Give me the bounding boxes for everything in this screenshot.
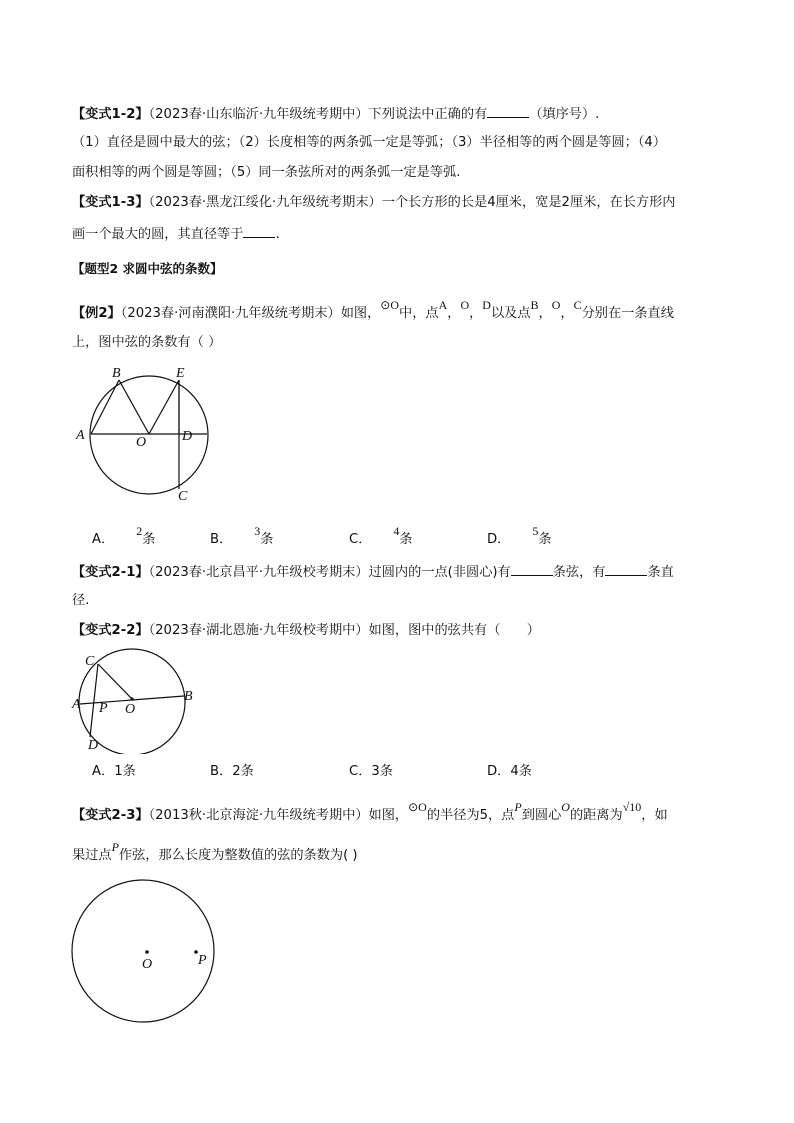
section2-title: 【题型2 求圆中弦的条数】	[72, 261, 223, 276]
ex2-point-a: A	[438, 298, 448, 312]
option-unit: 条	[399, 532, 413, 547]
v23-radical: √10	[622, 800, 642, 814]
ex2-comma: ，	[538, 306, 552, 321]
ex2-label-o: O	[136, 435, 147, 450]
option-number: 4	[393, 524, 400, 538]
ex2-t1: 如图，	[340, 306, 381, 321]
v22-label-o: O	[125, 702, 136, 717]
option-letter: C．	[349, 532, 372, 547]
v22-figure	[70, 648, 200, 754]
ex2-option-c[interactable]	[349, 524, 413, 547]
v23-t5: ，如	[641, 808, 668, 823]
v22-option-c[interactable]: C．3条	[349, 764, 393, 779]
v22-source: （2023春·湖北恩施·九年级校考期中）	[148, 623, 369, 638]
v12-stem-b: （填序号）.	[529, 107, 600, 122]
v22-line1	[72, 622, 540, 640]
ex2-label-c: C	[178, 489, 188, 504]
v22-label-b: B	[184, 689, 193, 704]
v23-label-p: P	[198, 953, 207, 968]
ex2-circle-symbol: ⊙O	[380, 298, 400, 312]
v23-t1: 如图，	[368, 808, 409, 823]
option-letter: D．	[487, 532, 511, 547]
v23-line1	[72, 800, 668, 825]
v13-stem: 一个长方形的长是4厘米，宽是2厘米，在长方形内	[381, 195, 676, 210]
ex2-option-d[interactable]	[487, 524, 552, 547]
ex2-line1	[72, 298, 674, 323]
ex2-line2: 上，图中弦的条数有（ ）	[72, 335, 222, 350]
v12-source: （2023春·山东临沂·九年级统考期中）	[148, 107, 369, 122]
v21-blank-2[interactable]	[605, 562, 647, 576]
v23-line2a: 果过点	[72, 848, 112, 863]
v12-answer-blank[interactable]	[487, 104, 529, 118]
v12-tag: 【变式1-2】	[72, 107, 149, 122]
v23-point-p: P	[514, 800, 522, 814]
v23-line2b: 作弦，那么长度为整数值的弦的条数为( )	[118, 848, 358, 863]
ex2-comma: ，	[469, 306, 483, 321]
v22-label-c: C	[85, 654, 95, 669]
option-unit: 条	[538, 532, 552, 547]
ex2-label-d: D	[182, 429, 193, 444]
v23-line2	[72, 840, 358, 865]
v23-tag: 【变式2-3】	[72, 808, 149, 823]
v23-t3: 到圆心	[521, 808, 562, 823]
v22-tag: 【变式2-2】	[72, 623, 149, 638]
option-letter: A．	[92, 532, 115, 547]
ex2-point-o: O	[460, 298, 470, 312]
ex2-figure	[70, 362, 220, 510]
v23-source: （2013秋·北京海淀·九年级统考期中）	[148, 808, 369, 823]
v13-tag: 【变式1-3】	[72, 195, 149, 210]
v23-label-o: O	[142, 957, 153, 972]
v23-t2: 的半径为5，点	[426, 808, 515, 823]
v22-option-b[interactable]: B．2条	[210, 764, 254, 779]
v22-t1: 如图，图中的弦共有（ ）	[368, 623, 540, 638]
v21-blank-1[interactable]	[511, 562, 553, 576]
ex2-source: （2023春·河南濮阳·九年级统考期末）	[120, 306, 341, 321]
ex2-point-o2: O	[551, 298, 561, 312]
v13-stem-2b: .	[275, 227, 280, 242]
ex2-point-d: D	[482, 298, 491, 312]
v13-answer-blank[interactable]	[243, 224, 275, 238]
v21-t2: 条弦，有	[552, 565, 606, 580]
ex2-t3: 以及点	[490, 306, 531, 321]
ex2-point-b: B	[530, 298, 539, 312]
option-number: 2	[136, 524, 143, 538]
ex2-comma: ，	[560, 306, 574, 321]
option-unit: 条	[260, 532, 274, 547]
ex2-point-c: C	[573, 298, 582, 312]
v13-line1	[72, 194, 675, 212]
v23-circle-symbol: ⊙O	[408, 800, 427, 814]
v23-figure	[70, 878, 220, 1028]
ex2-t4: 分别在一条直线	[581, 306, 674, 321]
v13-stem-2a: 画一个最大的圆，其直径等于	[72, 227, 244, 242]
ex2-comma: ，	[447, 306, 461, 321]
v12-line1	[72, 104, 599, 124]
v23-t4: 的距离为	[569, 808, 623, 823]
ex2-t2: 中，点	[399, 306, 439, 321]
option-number: 5	[532, 524, 539, 538]
v22-option-a[interactable]: A．1条	[92, 764, 136, 779]
ex2-label-a: A	[76, 428, 85, 443]
ex2-option-b[interactable]	[210, 524, 274, 547]
v21-tag: 【变式2-1】	[72, 565, 149, 580]
v13-source: （2023春·黑龙江绥化·九年级统考期末）	[148, 195, 382, 210]
ex2-label-e: E	[176, 366, 185, 381]
ex2-tag: 【例2】	[72, 306, 121, 321]
v21-t1: 过圆内的一点(非圆心)有	[368, 565, 511, 580]
v23-point-p2: P	[111, 840, 119, 854]
ex2-option-a[interactable]	[92, 524, 156, 547]
v22-option-d[interactable]: D．4条	[487, 764, 532, 779]
option-letter: B．	[210, 532, 233, 547]
v22-label-a: A	[72, 697, 81, 712]
option-number: 3	[254, 524, 261, 538]
v13-line2	[72, 224, 280, 244]
v21-line1	[72, 562, 674, 582]
v23-point-o: O	[561, 800, 570, 814]
v21-line2: 径.	[72, 593, 90, 608]
v21-source: （2023春·北京昌平·九年级校考期末）	[148, 565, 369, 580]
v22-label-p: P	[99, 701, 108, 716]
v12-line2: （1）直径是圆中最大的弦；（2）长度相等的两条弧一定是等弧；（3）半径相等的两个圆是等圆；（4）	[72, 135, 667, 150]
v12-line3: 面积相等的两个圆是等圆；（5）同一条弦所对的两条弧一定是等弧.	[72, 165, 461, 180]
v21-t3: 条直	[647, 565, 674, 580]
v22-label-d: D	[88, 738, 99, 753]
v12-stem-a: 下列说法中正确的有	[368, 107, 488, 122]
ex2-label-b: B	[112, 366, 121, 381]
option-unit: 条	[142, 532, 156, 547]
